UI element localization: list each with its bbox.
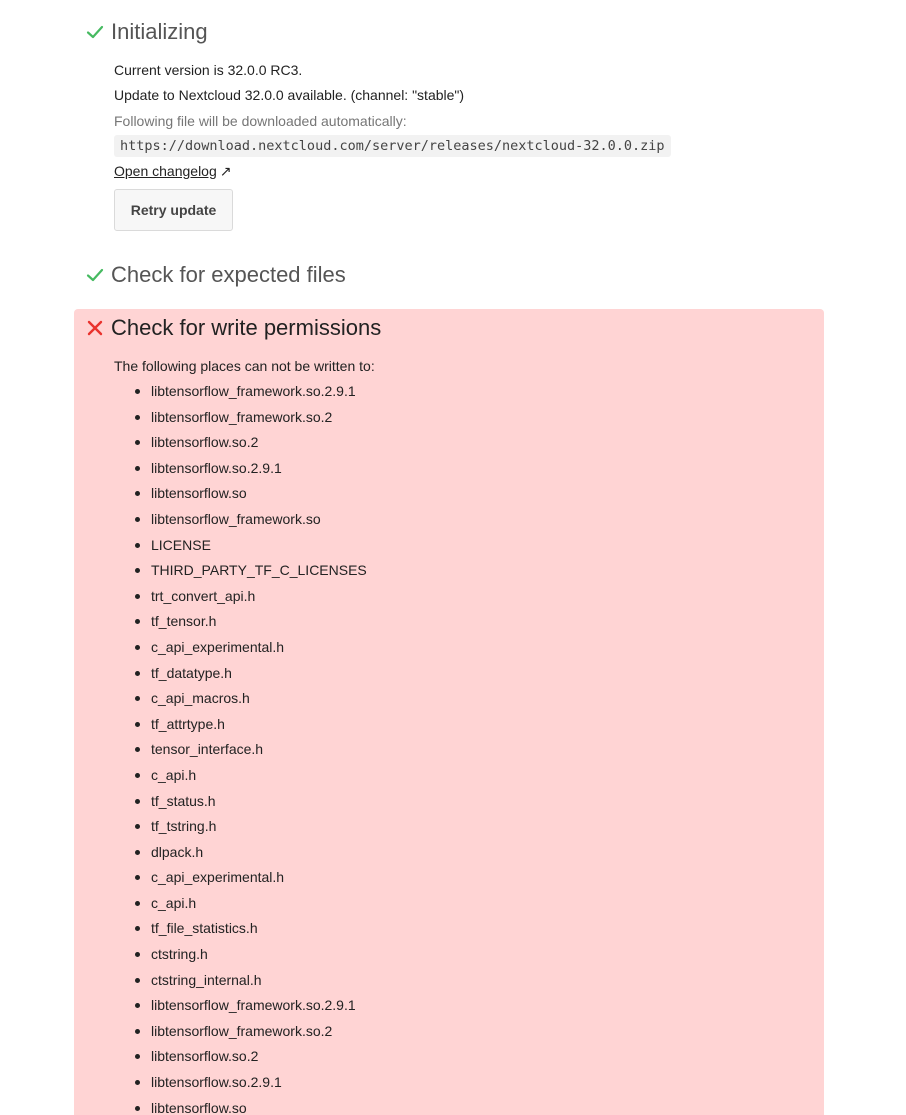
file-list-item: c_api.h — [151, 763, 367, 789]
cross-icon — [86, 319, 104, 337]
retry-update-button[interactable]: Retry update — [114, 189, 233, 231]
file-list-item: tf_datatype.h — [151, 661, 367, 687]
file-list-item: tf_tstring.h — [151, 814, 367, 840]
file-list-item: dlpack.h — [151, 840, 367, 866]
download-url: https://download.nextcloud.com/server/releases/nextcloud-32.0.0.zip — [114, 135, 671, 157]
file-list-item: libtensorflow.so.2.9.1 — [151, 456, 367, 482]
file-list-item: ctstring.h — [151, 942, 367, 968]
file-list-item: c_api_experimental.h — [151, 635, 367, 661]
unwritable-file-list — [114, 379, 367, 1115]
file-list-item: THIRD_PARTY_TF_C_LICENSES — [151, 558, 367, 584]
step-write-permissions-header — [74, 311, 824, 345]
file-list-item: tf_attrtype.h — [151, 712, 367, 738]
download-notice-text: Following file will be downloaded automatically: — [114, 113, 407, 129]
file-list-item: c_api.h — [151, 891, 367, 917]
file-list-item: trt_convert_api.h — [151, 584, 367, 610]
file-list-item: tf_file_statistics.h — [151, 916, 367, 942]
step-expected-files-header — [74, 258, 824, 292]
step-initializing-title: Initializing — [111, 19, 208, 44]
step-expected-files — [74, 258, 824, 292]
file-list-item: c_api_experimental.h — [151, 865, 367, 891]
file-list-item: tf_status.h — [151, 789, 367, 815]
check-icon — [86, 266, 104, 284]
file-list-item: libtensorflow_framework.so — [151, 507, 367, 533]
update-available-text: Update to Nextcloud 32.0.0 available. (channel: "stable") — [114, 87, 465, 103]
file-list-item: libtensorflow_framework.so.2.9.1 — [151, 993, 367, 1019]
open-changelog-label: Open changelog — [114, 163, 217, 179]
file-list-item: libtensorflow_framework.so.2.9.1 — [151, 379, 367, 405]
current-version-text: Current version is 32.0.0 RC3. — [114, 62, 303, 78]
file-list-item: libtensorflow.so.2 — [151, 430, 367, 456]
step-initializing — [74, 15, 824, 245]
file-list-item: libtensorflow.so.2.9.1 — [151, 1070, 367, 1096]
step-initializing-header — [74, 15, 824, 49]
file-list-item: c_api_macros.h — [151, 686, 367, 712]
file-list-item: tensor_interface.h — [151, 737, 367, 763]
external-link-icon: ↗ — [219, 163, 232, 179]
step-expected-files-title: Check for expected files — [111, 262, 346, 287]
step-write-permissions — [74, 309, 824, 1115]
write-permissions-intro: The following places can not be written to: — [114, 358, 375, 374]
file-list-item: tf_tensor.h — [151, 609, 367, 635]
open-changelog-link[interactable] — [114, 163, 232, 180]
file-list-item: LICENSE — [151, 533, 367, 559]
check-icon — [86, 23, 104, 41]
file-list-item: libtensorflow_framework.so.2 — [151, 405, 367, 431]
file-list-item: libtensorflow_framework.so.2 — [151, 1019, 367, 1045]
file-list-item: libtensorflow.so — [151, 481, 367, 507]
file-list-item: libtensorflow.so.2 — [151, 1044, 367, 1070]
file-list-item: libtensorflow.so — [151, 1096, 367, 1115]
step-write-permissions-title: Check for write permissions — [111, 315, 382, 340]
file-list-item: ctstring_internal.h — [151, 968, 367, 994]
